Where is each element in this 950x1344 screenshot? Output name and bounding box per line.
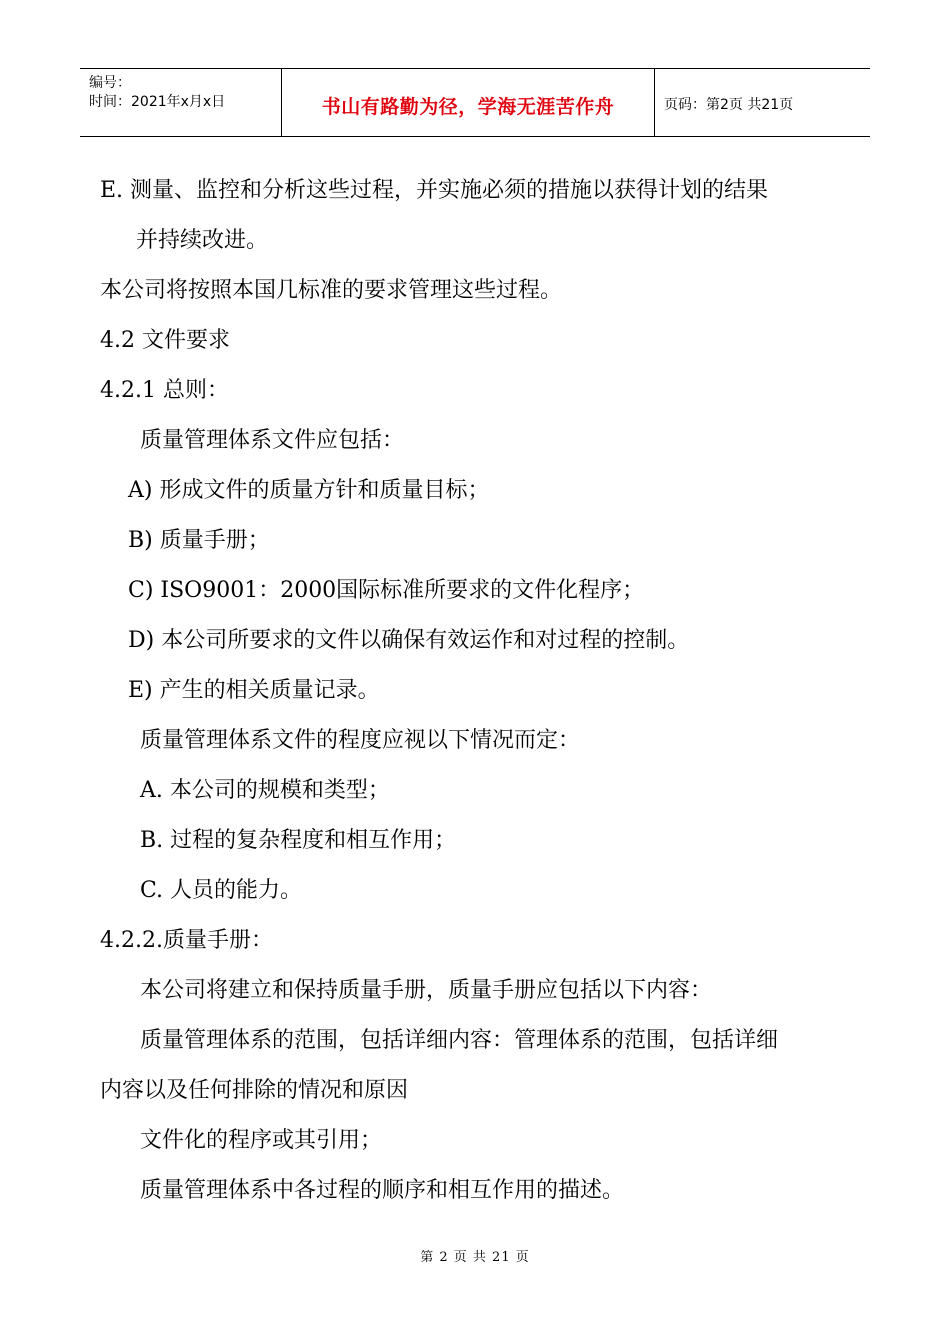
- time-label: 时间：2021年x月x日: [89, 94, 226, 110]
- subsection-heading: 4.2.2.质量手册：: [100, 928, 273, 953]
- header-meta-cell: [80, 69, 282, 136]
- list-item: A) 形成文件的质量方针和质量目标；: [128, 478, 490, 503]
- body-line: 本公司将建立和保持质量手册，质量手册应包括以下内容：: [140, 978, 713, 1003]
- list-item: C) ISO9001：2000国际标准所要求的文件化程序；: [128, 578, 645, 603]
- header-page-cell: [655, 69, 870, 136]
- body-line: 质量管理体系的范围，包括详细内容：管理体系的范围，包括详细: [140, 1028, 779, 1053]
- list-item: D) 本公司所要求的文件以确保有效运作和对过程的控制。: [128, 628, 690, 653]
- subsection-heading: 4.2.1 总则：: [100, 378, 229, 403]
- body-line: 质量管理体系中各过程的顺序和相互作用的描述。: [140, 1178, 625, 1203]
- body-line: 文件化的程序或其引用；: [140, 1128, 383, 1153]
- body-line: E. 测量、监控和分析这些过程，并实施必须的措施以获得计划的结果: [100, 178, 769, 203]
- header-motto-cell: [282, 69, 655, 136]
- body-line: 质量管理体系文件应包括：: [140, 428, 405, 453]
- list-item: B) 质量手册；: [128, 528, 270, 553]
- doc-number-label: 编号：: [89, 75, 131, 91]
- body-line: 质量管理体系文件的程度应视以下情况而定：: [140, 728, 581, 753]
- page-info: 页码：第2页 共21页: [664, 97, 794, 113]
- motto-text: 书山有路勤为径，学海无涯苦作舟: [321, 96, 615, 118]
- list-item: A. 本公司的规模和类型；: [140, 778, 390, 803]
- body-line: 内容以及任何排除的情况和原因: [100, 1078, 409, 1103]
- list-item: C. 人员的能力。: [140, 878, 303, 903]
- section-heading: 4.2 文件要求: [100, 328, 230, 353]
- list-item: E) 产生的相关质量记录。: [128, 678, 380, 703]
- list-item: B. 过程的复杂程度和相互作用；: [140, 828, 457, 853]
- page-footer: 第 2 页 共 21 页: [420, 1250, 530, 1265]
- body-line: 本公司将按照本国几标准的要求管理这些过程。: [100, 278, 563, 303]
- body-line: 并持续改进。: [136, 228, 269, 253]
- page-header: [80, 68, 870, 137]
